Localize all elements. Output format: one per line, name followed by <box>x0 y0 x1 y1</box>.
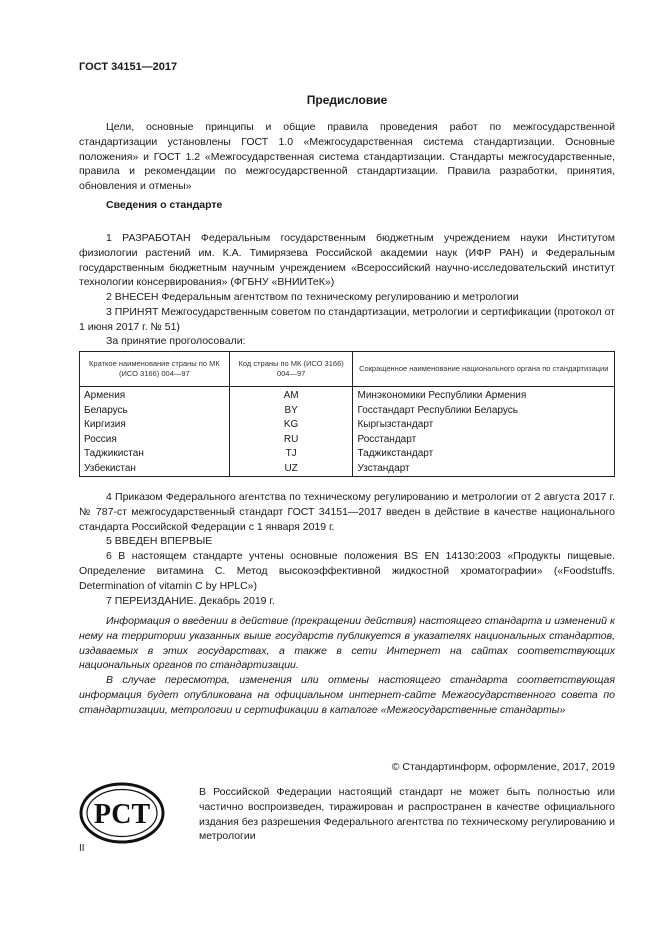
table-row <box>80 447 615 462</box>
voting-states-table <box>79 351 615 477</box>
section-heading: Сведения о стандарте <box>106 199 223 211</box>
body-cell: Таджикстандарт <box>353 447 615 462</box>
document-code: ГОСТ 34151—2017 <box>79 61 178 73</box>
country-cell: Беларусь <box>80 404 230 419</box>
vote-intro: За принятие проголосовали: <box>106 335 246 347</box>
column-header-body: Сокращенное наименование национального органа по стандартизации <box>353 352 615 387</box>
info-block <box>79 614 615 718</box>
page-number: II <box>79 843 85 854</box>
vote-intro-block <box>79 334 615 349</box>
rst-certification-mark-icon <box>79 782 165 844</box>
body-cell: Кыргызстандарт <box>353 418 615 433</box>
intro-text: Цели, основные принципы и общие правила проведения работ по межгосударственной стандартизации установлены ГОСТ 1.0 «Межгосударственная система стандартизации. Основные положения» и ГОСТ 1.2 «Межгосударственная система стандартизации. Стандарты межгосударственные, правила и рекомендации по межгосударственной стандартизации. Правила разработки, принятия, обновления и отмены» <box>79 121 615 193</box>
country-cell: Армения <box>80 387 230 404</box>
item-3: 3 ПРИНЯТ Межгосударственным советом по стандартизации, метрологии и сертификации (протокол от 1 июня 2017 г. № 51) <box>79 305 615 333</box>
item-4: 4 Приказом Федерального агентства по техническому регулированию и метрологии от 2 августа 2017 г. № 787-ст межгосударственный стандарт ГОСТ 34151—2017 введен в действие в качестве национального стандарта Российской Федерации с 1 января 2019 г. <box>79 491 615 533</box>
intro-paragraph <box>79 120 615 194</box>
items-block-2 <box>79 490 615 608</box>
table-row <box>80 404 615 419</box>
code-cell: UZ <box>229 462 353 477</box>
country-cell: Россия <box>80 433 230 448</box>
item-6: 6 В настоящем стандарте учтены основные положения BS EN 14130:2003 «Продукты пищевые. Определение витамина C. Метод высокоэффективной жидкостной хроматографии» («Foodstuffs. Determination of vitamin C by HPLC») <box>79 550 615 592</box>
footer-notice-text: В Российской Федерации настоящий стандарт не может быть полностью или частично воспроизведен, тиражирован и распространен в качестве официального издания без разрешения Федерального агентства по техническому регулированию и метрологии <box>199 786 615 843</box>
code-cell: KG <box>229 418 353 433</box>
table-row <box>80 462 615 477</box>
item-2: 2 ВНЕСЕН Федеральным агентством по техническому регулированию и метрологии <box>106 291 519 304</box>
info-paragraph-1: Информация о введении в действие (прекращении действия) настоящего стандарта и изменений к нему на территории указанных выше государств публикуется в указателях национальных стандартов, издаваемых в этих государствах, а также в сети Интернет на сайтах соответствующих национальных органов по стандартизации. <box>79 615 615 672</box>
page-title: Предисловие <box>306 93 388 107</box>
body-cell: Госстандарт Республики Беларусь <box>353 404 615 419</box>
table-row <box>80 418 615 433</box>
items-block <box>79 231 615 335</box>
code-cell: RU <box>229 433 353 448</box>
body-cell: Росстандарт <box>353 433 615 448</box>
info-paragraph-2: В случае пересмотра, изменения или отмены настоящего стандарта соответствующая информация будет опубликована на официальном интернет-сайте Межгосударственного совета по стандартизации, метрологии и сертификации в каталоге «Межгосударственные стандарты» <box>79 674 615 716</box>
section-heading-block <box>79 198 615 213</box>
copyright-line: © Стандартинформ, оформление, 2017, 2019 <box>391 761 615 773</box>
table-row <box>80 433 615 448</box>
table-row <box>80 387 615 404</box>
item-1: 1 РАЗРАБОТАН Федеральным государственным бюджетным учреждением науки Институтом физиологии растений им. К.А. Тимирязева Российской академии наук (ИФР РАН) и Федеральным государственным бюджетным научным учреждением «Всероссийский научно-исследовательский институт технологии консервирования» (ФГБНУ «ВНИИТеК») <box>79 232 615 289</box>
body-cell: Узстандарт <box>353 462 615 477</box>
code-cell: AM <box>229 387 353 404</box>
country-cell: Киргизия <box>80 418 230 433</box>
column-header-country: Краткое наименование страны по МК (ИСО 3166) 004—97 <box>80 352 230 387</box>
code-cell: TJ <box>229 447 353 462</box>
item-7: 7 ПЕРЕИЗДАНИЕ. Декабрь 2019 г. <box>106 594 275 607</box>
table-header-row <box>80 352 615 387</box>
country-cell: Узбекистан <box>80 462 230 477</box>
footer-notice <box>199 785 615 844</box>
column-header-code: Код страны по МК (ИСО 3166) 004—97 <box>229 352 353 387</box>
country-cell: Таджикистан <box>80 447 230 462</box>
code-cell: BY <box>229 404 353 419</box>
item-5: 5 ВВЕДЕН ВПЕРВЫЕ <box>106 535 213 548</box>
rst-logo-text: РСТ <box>93 799 151 830</box>
body-cell: Минэкономики Республики Армения <box>353 387 615 404</box>
